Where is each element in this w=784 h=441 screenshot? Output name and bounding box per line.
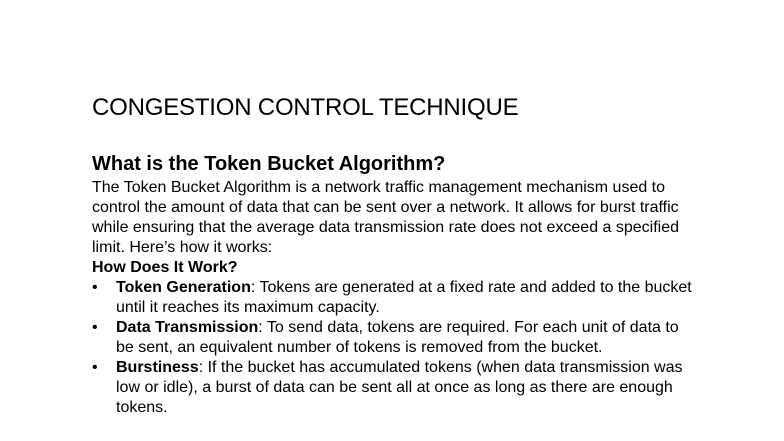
bullet-item-burstiness [92,358,692,418]
bullet-text: : Tokens are generated at a fixed rate and added to the bucket until it reaches its maximum capacity. [116,279,692,316]
subheading: How Does It Work? [92,259,238,276]
slide-content [92,151,692,418]
slide-title: CONGESTION CONTROL TECHNIQUE [92,94,519,121]
bullet-term: Data Transmission [116,319,259,336]
bullet-text: : If the bucket has accumulated tokens (when data transmission was low or idle), a burst of data can be sent all at once as long as there are enough tokens. [116,359,683,416]
intro-paragraph: The Token Bucket Algorithm is a network traffic management mechanism used to control the amount of data that can be sent over a network. It allows for burst traffic while ensuring that the average data transmission rate does not exceed a specified limit. Here’s how it works: [92,179,680,256]
section-heading: What is the Token Bucket Algorithm? [92,153,446,175]
bullet-item-token-generation [92,278,692,318]
bullet-text: : To send data, tokens are required. For each unit of data to be sent, an equivalent number of tokens is removed from the bucket. [116,319,679,356]
bullet-icon: • [92,279,98,296]
bullet-term: Token Generation [116,279,251,296]
bullet-icon: • [92,319,98,336]
bullet-term: Burstiness [116,359,199,376]
bullet-item-data-transmission [92,318,692,358]
bullet-list [92,278,692,418]
bullet-icon: • [92,359,98,376]
